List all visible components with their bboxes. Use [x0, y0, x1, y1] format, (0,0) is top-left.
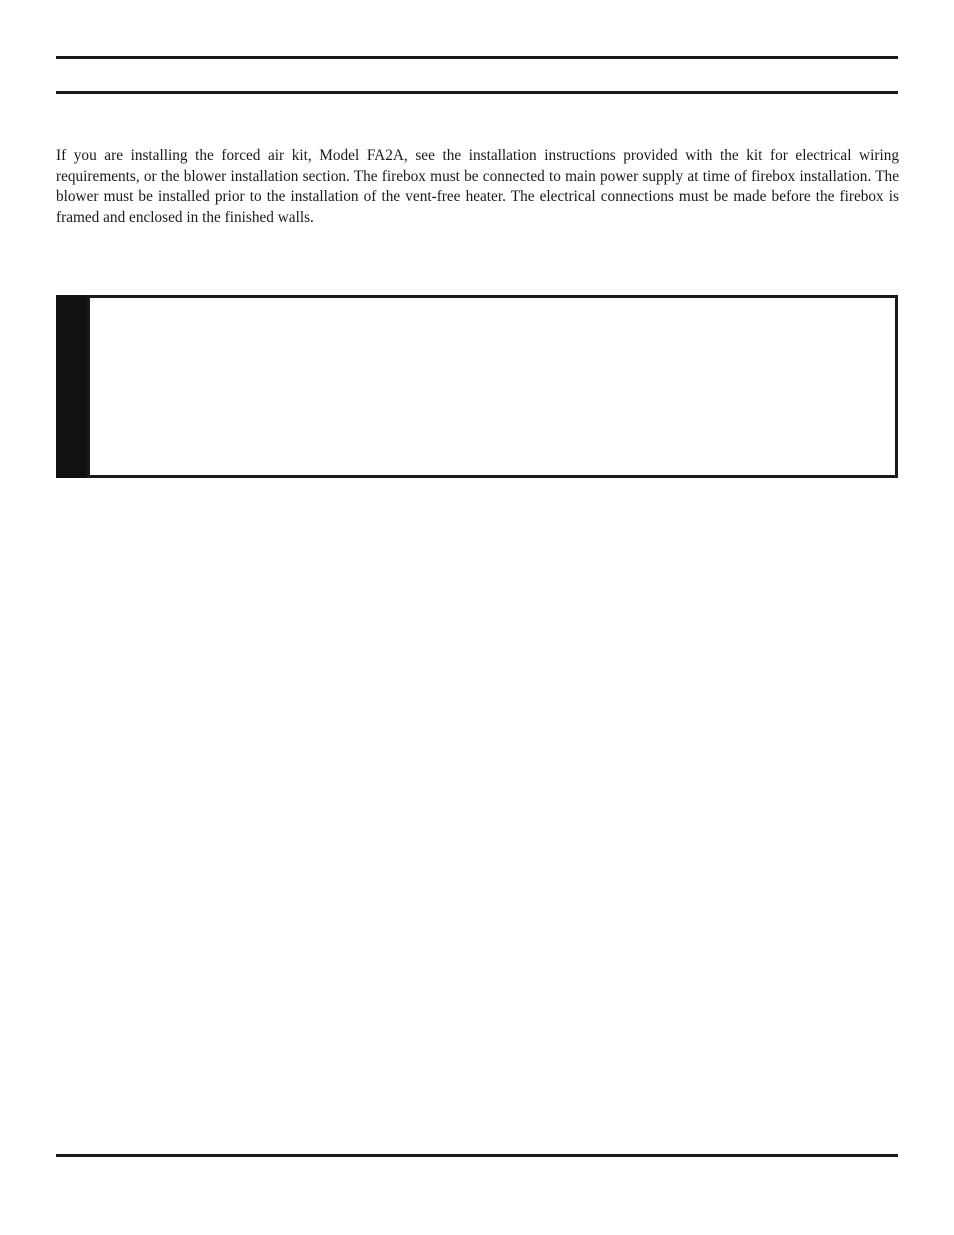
footer-rule	[56, 1154, 898, 1157]
header-rule-top	[56, 56, 898, 59]
warning-callout-box	[56, 295, 898, 478]
electrical-requirements-paragraph: If you are installing the forced air kit, Model FA2A, see the installation instructions provided with the kit for electrical wiring requirements, or the blower installation section. The firebox must be connected to main power supply at time of firebox installation. The blower must be installed prior to the installation of the vent-free heater. The electrical connections must be made before the firebox is framed and enclosed in the finished walls.	[56, 147, 899, 226]
callout-side-bar	[56, 295, 90, 478]
header-rule-bottom	[56, 91, 898, 94]
callout-frame	[87, 295, 898, 478]
